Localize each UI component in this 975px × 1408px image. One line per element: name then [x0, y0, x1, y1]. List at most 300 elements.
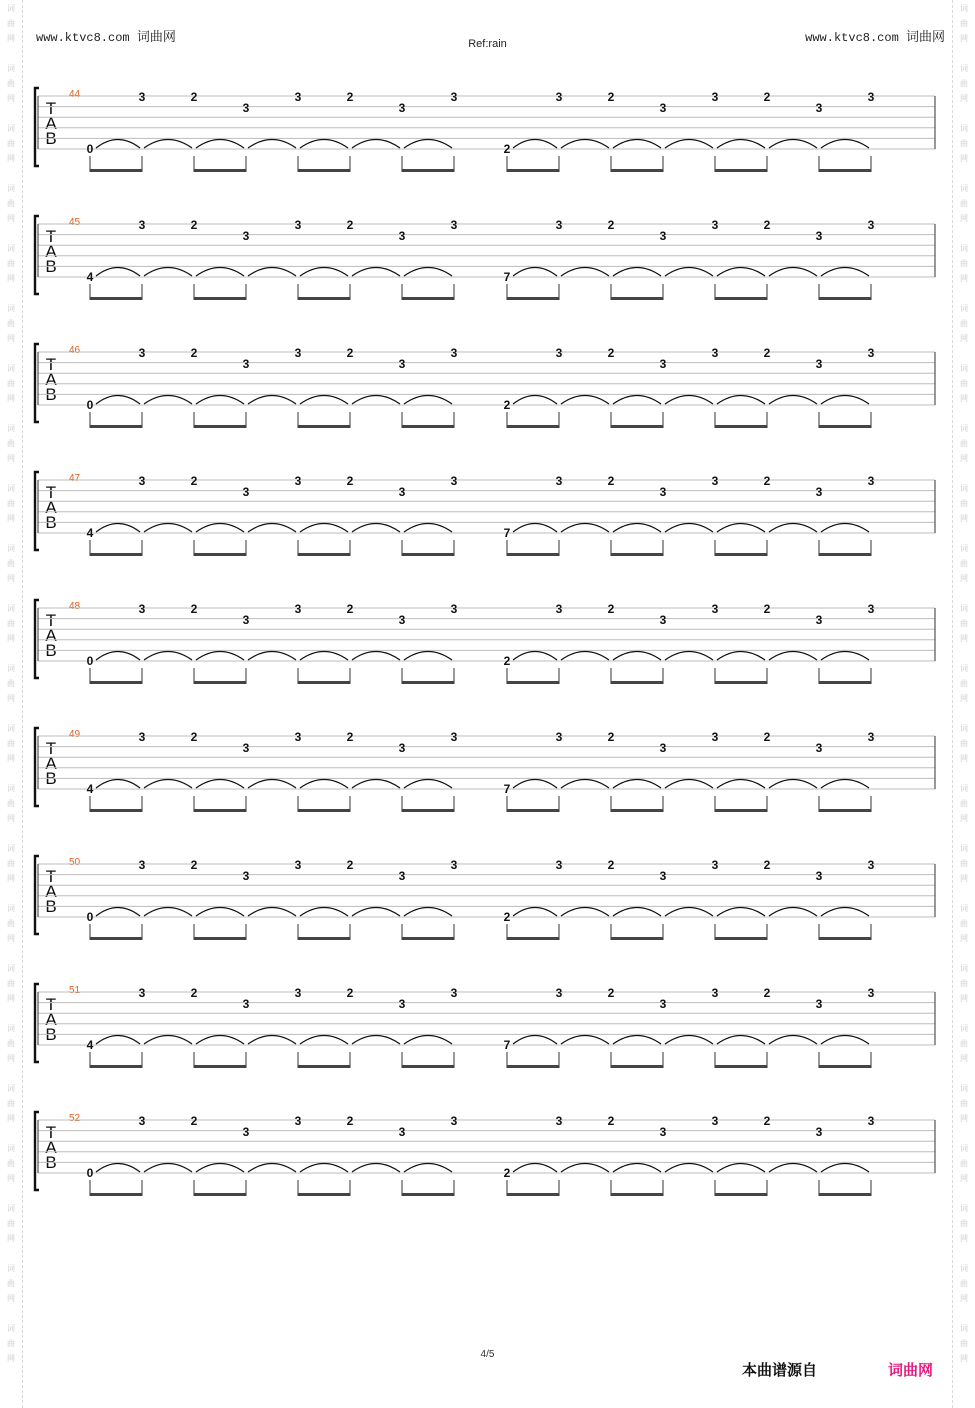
tie-arc	[665, 268, 713, 277]
tab-clef-letter: T	[45, 867, 57, 886]
watermark-glyph: 曲	[7, 979, 15, 988]
tab-clef-letter: T	[45, 99, 57, 118]
watermark-glyph: 词	[7, 64, 15, 73]
note-beam	[298, 937, 350, 940]
note-beam	[194, 1065, 246, 1068]
tie-arc	[144, 140, 192, 149]
watermark-glyph: 网	[960, 1054, 968, 1063]
fret-number: 3	[242, 869, 250, 883]
watermark-glyph: 词	[7, 1024, 15, 1033]
bass-fret-number: 2	[503, 910, 511, 924]
fret-number: 2	[763, 90, 771, 104]
footer-source-label: 本曲谱源自	[742, 1361, 818, 1379]
watermark-glyph: 词	[7, 964, 15, 973]
measure-number: 46	[69, 345, 81, 356]
tie-arc	[513, 140, 557, 149]
fret-number: 3	[659, 869, 667, 883]
note-beam	[507, 809, 559, 812]
fret-number: 3	[815, 741, 823, 755]
note-beam	[611, 425, 663, 428]
tie-arc	[769, 652, 817, 661]
watermark-glyph: 词	[960, 664, 968, 673]
note-beam	[819, 169, 871, 172]
tie-arc	[352, 652, 400, 661]
watermark-glyph: 词	[960, 964, 968, 973]
tab-clef-letter: T	[45, 483, 57, 502]
watermark-glyph: 网	[960, 994, 968, 1003]
tie-arc	[769, 140, 817, 149]
tie-arc	[513, 780, 557, 789]
watermark-glyph: 曲	[960, 1279, 968, 1288]
note-beam	[402, 297, 454, 300]
note-beam	[402, 553, 454, 556]
fret-number: 2	[190, 602, 198, 616]
tie-arc	[300, 524, 348, 533]
watermark-glyph: 曲	[960, 859, 968, 868]
tie-arc	[561, 1164, 609, 1173]
watermark-glyph: 词	[7, 664, 15, 673]
fret-number: 3	[659, 101, 667, 115]
fret-number: 2	[763, 602, 771, 616]
fret-number: 2	[346, 90, 354, 104]
watermark-glyph: 网	[960, 94, 968, 103]
watermark-glyph: 词	[960, 1144, 968, 1153]
note-beam	[194, 1193, 246, 1196]
fret-number: 3	[398, 1125, 406, 1139]
fret-number: 3	[138, 858, 146, 872]
tie-arc	[513, 268, 557, 277]
fret-number: 3	[867, 90, 875, 104]
watermark-glyph: 曲	[960, 139, 968, 148]
note-beam	[194, 809, 246, 812]
note-beam	[507, 1193, 559, 1196]
tie-arc	[248, 1164, 296, 1173]
tie-arc	[513, 524, 557, 533]
tie-arc	[196, 652, 244, 661]
tie-arc	[821, 1036, 869, 1045]
fret-number: 3	[242, 1125, 250, 1139]
watermark-glyph: 网	[960, 1294, 968, 1303]
watermark-glyph: 曲	[7, 259, 15, 268]
note-beam	[819, 809, 871, 812]
watermark-glyph: 词	[7, 1264, 15, 1273]
watermark-glyph: 网	[7, 394, 15, 403]
watermark-glyph: 网	[960, 334, 968, 343]
tab-system	[30, 345, 940, 452]
tie-arc	[144, 1036, 192, 1045]
fret-number: 3	[815, 101, 823, 115]
measure-number: 50	[69, 857, 81, 868]
tie-arc	[248, 396, 296, 405]
note-beam	[194, 297, 246, 300]
watermark-glyph: 网	[7, 1354, 15, 1363]
note-beam	[90, 425, 142, 428]
fret-number: 3	[659, 741, 667, 755]
tie-arc	[513, 396, 557, 405]
note-beam	[298, 809, 350, 812]
tab-clef-letter: T	[45, 611, 57, 630]
watermark-glyph: 词	[7, 844, 15, 853]
fret-number: 3	[294, 602, 302, 616]
bass-fret-number: 2	[503, 1166, 511, 1180]
fret-number: 3	[450, 730, 458, 744]
tab-clef-letter: B	[45, 1153, 57, 1172]
watermark-glyph: 曲	[960, 1219, 968, 1228]
note-beam	[715, 1065, 767, 1068]
tie-arc	[665, 780, 713, 789]
watermark-glyph: 词	[7, 424, 15, 433]
tab-system	[30, 217, 940, 324]
watermark-glyph: 词	[7, 1084, 15, 1093]
watermark-glyph: 曲	[960, 19, 968, 28]
watermark-glyph: 网	[7, 1054, 15, 1063]
fret-number: 3	[711, 218, 719, 232]
bass-fret-number: 0	[86, 1166, 94, 1180]
bass-fret-number: 0	[86, 398, 94, 412]
measure-number: 47	[69, 473, 81, 484]
watermark-glyph: 曲	[7, 379, 15, 388]
watermark-glyph: 词	[7, 544, 15, 553]
tie-arc	[613, 780, 661, 789]
fret-number: 3	[815, 1125, 823, 1139]
fret-number: 2	[346, 602, 354, 616]
tab-system	[30, 601, 940, 708]
note-beam	[194, 937, 246, 940]
watermark-glyph: 词	[960, 484, 968, 493]
note-beam	[194, 425, 246, 428]
note-beam	[819, 425, 871, 428]
note-beam	[90, 681, 142, 684]
fret-number: 2	[190, 730, 198, 744]
watermark-glyph: 网	[7, 694, 15, 703]
fret-number: 3	[450, 90, 458, 104]
watermark-glyph: 词	[7, 184, 15, 193]
watermark-glyph: 词	[7, 724, 15, 733]
tie-arc	[352, 268, 400, 277]
fret-number: 3	[294, 730, 302, 744]
watermark-glyph: 曲	[7, 739, 15, 748]
fret-number: 3	[867, 218, 875, 232]
watermark-glyph: 曲	[960, 319, 968, 328]
bass-fret-number: 7	[503, 270, 511, 284]
tab-clef-letter: A	[45, 1010, 57, 1029]
bass-fret-number: 7	[503, 782, 511, 796]
watermark-glyph: 网	[960, 34, 968, 43]
fret-number: 3	[294, 986, 302, 1000]
watermark-glyph: 曲	[960, 439, 968, 448]
fret-number: 3	[242, 997, 250, 1011]
watermark-glyph: 词	[960, 1204, 968, 1213]
watermark-glyph: 词	[7, 244, 15, 253]
watermark-glyph: 曲	[7, 19, 15, 28]
tab-clef-letter: B	[45, 897, 57, 916]
note-beam	[715, 681, 767, 684]
watermark-glyph: 曲	[960, 919, 968, 928]
fret-number: 2	[346, 730, 354, 744]
watermark-glyph: 网	[7, 1174, 15, 1183]
note-beam	[819, 1193, 871, 1196]
watermark-glyph: 曲	[7, 79, 15, 88]
watermark-glyph: 曲	[7, 139, 15, 148]
fret-number: 2	[346, 474, 354, 488]
fret-number: 2	[190, 474, 198, 488]
watermark-glyph: 曲	[960, 739, 968, 748]
fret-number: 3	[815, 485, 823, 499]
fret-number: 3	[867, 986, 875, 1000]
bass-fret-number: 2	[503, 654, 511, 668]
watermark-glyph: 曲	[960, 979, 968, 988]
tie-arc	[144, 396, 192, 405]
note-beam	[507, 297, 559, 300]
tie-arc	[561, 524, 609, 533]
tie-arc	[821, 652, 869, 661]
tie-arc	[613, 396, 661, 405]
watermark-glyph: 词	[7, 1204, 15, 1213]
note-beam	[90, 1065, 142, 1068]
fret-number: 2	[763, 218, 771, 232]
fret-number: 3	[398, 229, 406, 243]
fret-number: 3	[398, 741, 406, 755]
watermark-glyph: 词	[960, 304, 968, 313]
tie-arc	[196, 908, 244, 917]
watermark-glyph: 曲	[960, 259, 968, 268]
watermark-glyph: 网	[960, 394, 968, 403]
tie-arc	[665, 1036, 713, 1045]
watermark-glyph: 曲	[960, 679, 968, 688]
watermark-glyph: 网	[960, 694, 968, 703]
fret-number: 3	[242, 613, 250, 627]
watermark-glyph: 网	[7, 94, 15, 103]
note-beam	[298, 425, 350, 428]
bass-fret-number: 7	[503, 526, 511, 540]
watermark-glyph: 网	[7, 154, 15, 163]
watermark-glyph: 曲	[7, 1279, 15, 1288]
fret-number: 2	[607, 90, 615, 104]
tie-arc	[196, 524, 244, 533]
watermark-glyph: 词	[7, 784, 15, 793]
fret-number: 3	[555, 858, 563, 872]
fret-number: 3	[867, 1114, 875, 1128]
watermark-glyph: 词	[7, 484, 15, 493]
tie-arc	[196, 1164, 244, 1173]
fret-number: 3	[815, 869, 823, 883]
fret-number: 3	[555, 346, 563, 360]
measure-number: 48	[69, 601, 81, 612]
watermark-glyph: 曲	[7, 1099, 15, 1108]
fret-number: 3	[242, 229, 250, 243]
watermark-glyph: 网	[7, 634, 15, 643]
watermark-glyph: 词	[960, 124, 968, 133]
note-beam	[194, 169, 246, 172]
header-site-left-url: www.ktvc8.com	[36, 31, 130, 45]
footer-brand[interactable]: 词曲网	[888, 1361, 934, 1379]
tab-clef-letter: A	[45, 498, 57, 517]
watermark-glyph: 网	[7, 334, 15, 343]
watermark-glyph: 曲	[7, 559, 15, 568]
tie-arc	[196, 780, 244, 789]
note-beam	[611, 937, 663, 940]
tie-arc	[717, 652, 765, 661]
fret-number: 3	[398, 357, 406, 371]
watermark-glyph: 网	[960, 574, 968, 583]
watermark-glyph: 曲	[7, 1039, 15, 1048]
left-watermark-strip	[0, 0, 23, 1408]
fret-number: 2	[763, 730, 771, 744]
fret-number: 3	[398, 485, 406, 499]
watermark-glyph: 网	[7, 1114, 15, 1123]
fret-number: 3	[659, 613, 667, 627]
tie-arc	[144, 652, 192, 661]
tie-arc	[96, 1164, 140, 1173]
fret-number: 3	[711, 90, 719, 104]
tie-arc	[769, 780, 817, 789]
tie-arc	[300, 908, 348, 917]
watermark-glyph: 词	[960, 904, 968, 913]
tab-clef-letter: B	[45, 129, 57, 148]
watermark-glyph: 曲	[7, 1219, 15, 1228]
watermark-glyph: 网	[960, 454, 968, 463]
watermark-glyph: 网	[7, 214, 15, 223]
watermark-glyph: 词	[960, 244, 968, 253]
tab-clef-letter: A	[45, 754, 57, 773]
watermark-glyph: 曲	[7, 859, 15, 868]
fret-number: 3	[815, 229, 823, 243]
note-beam	[715, 297, 767, 300]
fret-number: 3	[398, 101, 406, 115]
fret-number: 3	[555, 218, 563, 232]
note-beam	[507, 425, 559, 428]
note-beam	[90, 937, 142, 940]
fret-number: 2	[607, 986, 615, 1000]
tie-arc	[144, 780, 192, 789]
watermark-glyph: 词	[960, 64, 968, 73]
note-beam	[715, 425, 767, 428]
tie-arc	[769, 268, 817, 277]
watermark-glyph: 网	[7, 34, 15, 43]
fret-number: 3	[711, 346, 719, 360]
fret-number: 3	[242, 357, 250, 371]
tie-arc	[96, 780, 140, 789]
note-beam	[507, 937, 559, 940]
tie-arc	[300, 1036, 348, 1045]
fret-number: 3	[450, 1114, 458, 1128]
tie-arc	[821, 268, 869, 277]
watermark-glyph: 曲	[960, 1039, 968, 1048]
fret-number: 3	[867, 602, 875, 616]
tab-system	[30, 857, 940, 964]
tie-arc	[561, 268, 609, 277]
tie-arc	[665, 652, 713, 661]
watermark-glyph: 曲	[960, 1159, 968, 1168]
fret-number: 2	[763, 986, 771, 1000]
tie-arc	[196, 1036, 244, 1045]
tie-arc	[404, 1164, 452, 1173]
watermark-glyph: 词	[960, 4, 968, 13]
tie-arc	[248, 268, 296, 277]
note-beam	[715, 169, 767, 172]
fret-number: 3	[294, 1114, 302, 1128]
fret-number: 3	[294, 474, 302, 488]
tie-arc	[821, 908, 869, 917]
note-beam	[402, 937, 454, 940]
watermark-glyph: 网	[7, 514, 15, 523]
tab-clef-letter: T	[45, 227, 57, 246]
fret-number: 3	[867, 346, 875, 360]
note-beam	[611, 553, 663, 556]
fret-number: 3	[659, 485, 667, 499]
bass-fret-number: 0	[86, 654, 94, 668]
tie-arc	[248, 780, 296, 789]
tab-clef-letter: B	[45, 769, 57, 788]
note-beam	[298, 553, 350, 556]
fret-number: 3	[659, 229, 667, 243]
fret-number: 3	[555, 474, 563, 488]
tie-arc	[769, 908, 817, 917]
watermark-glyph: 曲	[960, 79, 968, 88]
fret-number: 3	[867, 858, 875, 872]
tab-clef-letter: A	[45, 1138, 57, 1157]
tie-arc	[248, 524, 296, 533]
tab-clef-letter: B	[45, 1025, 57, 1044]
fret-number: 3	[555, 986, 563, 1000]
fret-number: 3	[711, 730, 719, 744]
fret-number: 2	[607, 218, 615, 232]
tab-clef-letter: T	[45, 739, 57, 758]
watermark-glyph: 词	[960, 1324, 968, 1333]
fret-number: 3	[659, 357, 667, 371]
watermark-glyph: 曲	[960, 559, 968, 568]
bass-fret-number: 0	[86, 910, 94, 924]
fret-number: 2	[190, 1114, 198, 1128]
fret-number: 3	[450, 474, 458, 488]
tie-arc	[717, 524, 765, 533]
watermark-glyph: 网	[7, 874, 15, 883]
note-beam	[402, 809, 454, 812]
note-beam	[507, 1065, 559, 1068]
watermark-glyph: 词	[960, 184, 968, 193]
tie-arc	[248, 140, 296, 149]
tie-arc	[613, 1036, 661, 1045]
tie-arc	[821, 140, 869, 149]
note-beam	[90, 809, 142, 812]
fret-number: 3	[398, 997, 406, 1011]
note-beam	[819, 553, 871, 556]
fret-number: 3	[867, 730, 875, 744]
watermark-glyph: 词	[960, 364, 968, 373]
tie-arc	[769, 1036, 817, 1045]
tie-arc	[404, 780, 452, 789]
tie-arc	[96, 268, 140, 277]
watermark-glyph: 曲	[7, 199, 15, 208]
tie-arc	[404, 908, 452, 917]
tie-arc	[613, 1164, 661, 1173]
tie-arc	[561, 1036, 609, 1045]
tie-arc	[717, 396, 765, 405]
measure-number: 45	[69, 217, 81, 228]
header-site-right-cn: 词曲网	[905, 30, 945, 45]
watermark-glyph: 网	[960, 274, 968, 283]
tie-arc	[248, 908, 296, 917]
fret-number: 3	[294, 346, 302, 360]
tie-arc	[352, 1164, 400, 1173]
watermark-glyph: 网	[960, 1174, 968, 1183]
right-watermark-strip	[952, 0, 975, 1408]
fret-number: 3	[711, 858, 719, 872]
fret-number: 3	[138, 602, 146, 616]
note-beam	[715, 809, 767, 812]
note-beam	[402, 169, 454, 172]
fret-number: 2	[607, 858, 615, 872]
